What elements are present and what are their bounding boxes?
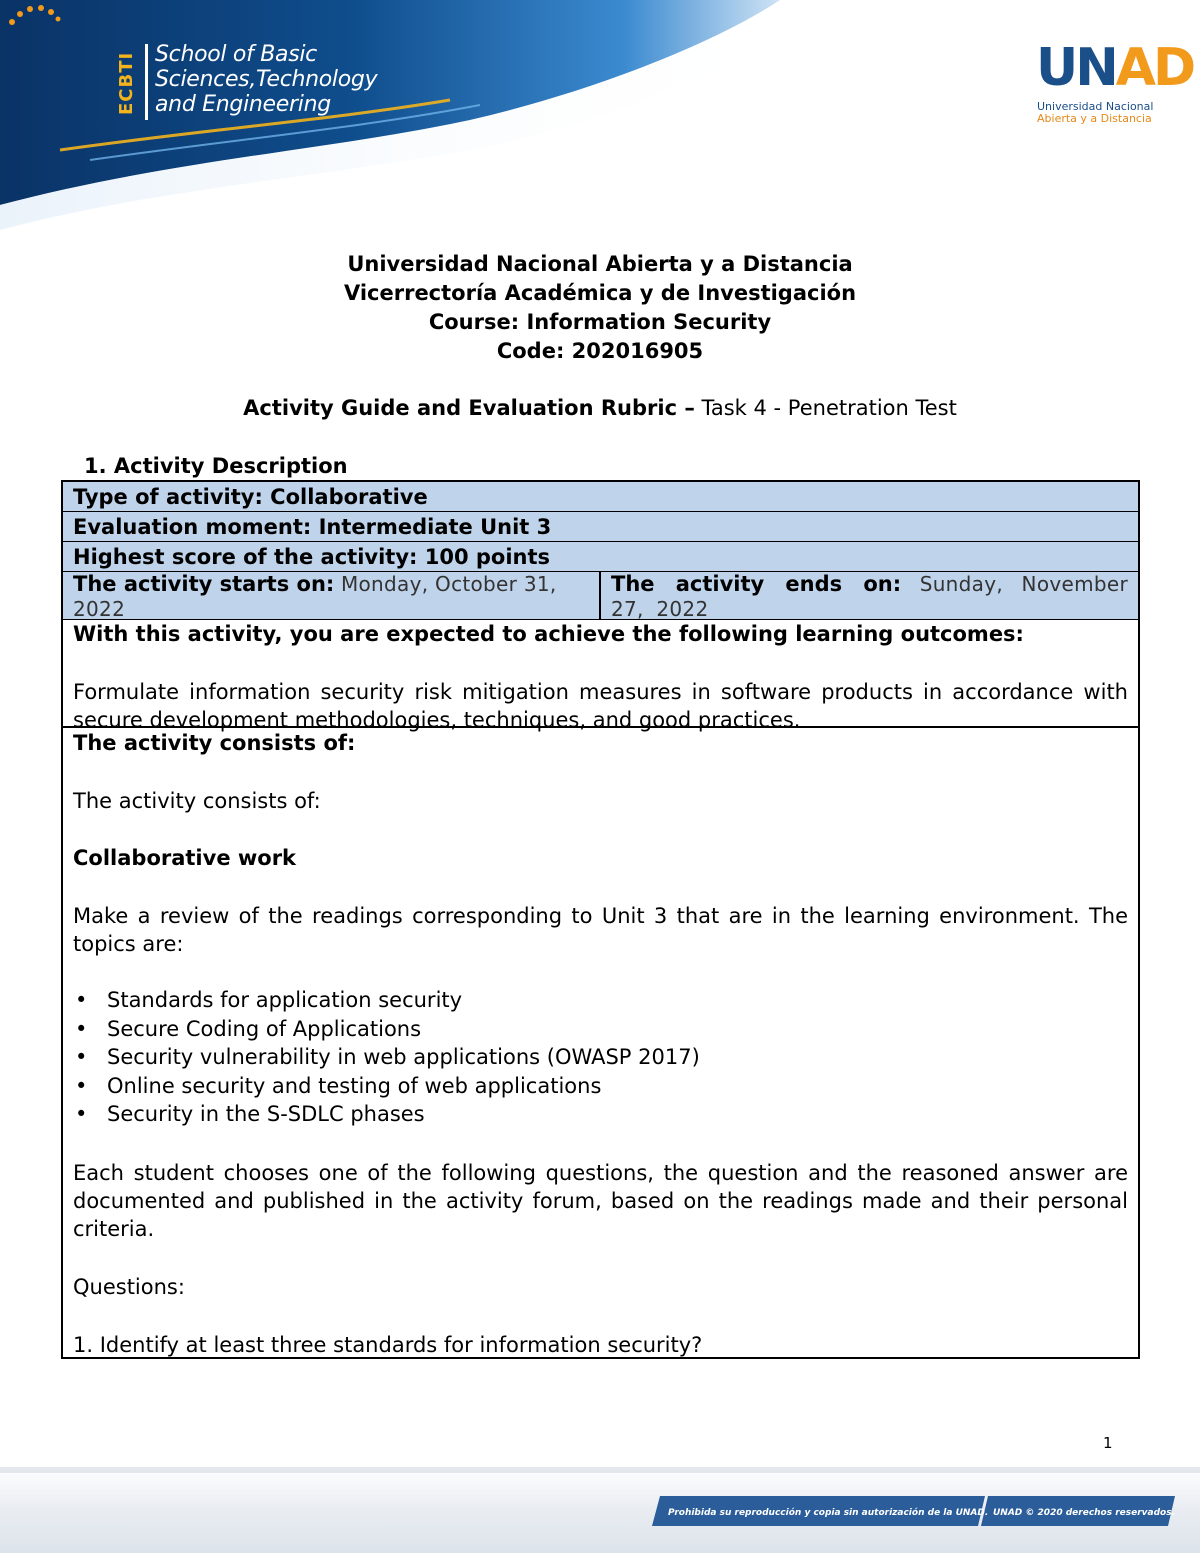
school-line-1: School of Basic bbox=[155, 42, 317, 67]
guide-title-bold: Activity Guide and Evaluation Rubric – bbox=[243, 396, 695, 420]
header-banner bbox=[0, 0, 1200, 230]
start-date-label: The activity starts on: bbox=[73, 572, 335, 596]
unad-wordmark bbox=[1036, 40, 1193, 96]
unad-subtitle-2: Abierta y a Distancia bbox=[1037, 112, 1152, 125]
unad-subtitle-1: Universidad Nacional bbox=[1037, 100, 1154, 113]
topic-item: • Secure Coding of Applications bbox=[73, 1015, 1128, 1044]
moment-row: Evaluation moment: Intermediate Unit 3 bbox=[63, 512, 1138, 542]
end-date-cell bbox=[601, 572, 1138, 619]
outcomes-heading: With this activity, you are expected to achieve the following learning outcomes: bbox=[73, 622, 1024, 646]
end-date-label: The activity ends on: bbox=[611, 572, 902, 596]
course-code: Code: 202016905 bbox=[496, 339, 704, 363]
footer-banner bbox=[0, 1466, 1200, 1553]
activity-consists-cell bbox=[63, 729, 1138, 1357]
footer-notice: Prohibida su reproducción y copia sin autorización de la UNAD. bbox=[668, 1508, 989, 1518]
questions-label: Questions: bbox=[73, 1274, 185, 1299]
end-date-value: Sunday, November 27, 2022 bbox=[611, 572, 1128, 621]
start-date-value: Monday, October 31, 2022 bbox=[73, 572, 557, 621]
topic-item: • Security vulnerability in web applications (OWASP 2017) bbox=[73, 1043, 1128, 1072]
activity-table bbox=[61, 480, 1140, 1359]
type-row: Type of activity: Collaborative bbox=[63, 482, 1138, 512]
course-title: Course: Information Security bbox=[428, 310, 772, 334]
topic-item: • Standards for application security bbox=[73, 986, 1128, 1015]
guide-title bbox=[0, 394, 1200, 423]
document-titles bbox=[0, 250, 1200, 366]
outcomes-text: Formulate information security risk mitigation measures in software products in accordance with secure development methodologies, techniques, and good practices. bbox=[73, 680, 1128, 732]
question-1: 1. Identify at least three standards for information security? bbox=[73, 1332, 703, 1357]
vicerrectoria-title: Vicerrectoría Académica y de Investigación bbox=[343, 281, 857, 305]
school-line-3: and Engineering bbox=[155, 92, 331, 117]
topic-item: • Online security and testing of web applications bbox=[73, 1072, 1128, 1101]
university-title: Universidad Nacional Abierta y a Distancia bbox=[347, 252, 853, 276]
topic-item: • Security in the S-SDLC phases bbox=[73, 1100, 1128, 1129]
section-title: 1. Activity Description bbox=[84, 454, 348, 478]
page-number: 1 bbox=[1103, 1434, 1113, 1452]
dates-row bbox=[63, 572, 1138, 620]
unad-logo-icon bbox=[0, 0, 132, 100]
consists-heading: The activity consists of: bbox=[73, 731, 356, 755]
review-text: Make a review of the readings corresponding to Unit 3 that are in the learning environment. The topics are: bbox=[73, 904, 1128, 956]
footer-copyright: UNAD © 2020 derechos reservados. bbox=[993, 1508, 1176, 1518]
start-date-cell bbox=[63, 572, 601, 619]
topics-list bbox=[73, 986, 1128, 1129]
consists-intro: The activity consists of: bbox=[73, 789, 321, 813]
ecbti-label: ECBTI bbox=[116, 51, 137, 115]
school-line-2: Sciences,Technology bbox=[155, 67, 378, 92]
unad-ad: AD bbox=[1115, 38, 1194, 98]
ecbti-divider bbox=[145, 44, 148, 120]
guide-title-task: Task 4 - Penetration Test bbox=[694, 396, 957, 420]
collaborative-work-heading: Collaborative work bbox=[73, 846, 297, 870]
learning-outcomes-cell bbox=[63, 620, 1138, 732]
unad-un: UN bbox=[1036, 38, 1116, 98]
school-name bbox=[155, 42, 377, 117]
score-row: Highest score of the activity: 100 points bbox=[63, 542, 1138, 572]
each-student-text: Each student chooses one of the following questions, the question and the reasoned answer are documented and published in the activity forum, based on the readings made and their personal criteria. bbox=[73, 1160, 1128, 1241]
